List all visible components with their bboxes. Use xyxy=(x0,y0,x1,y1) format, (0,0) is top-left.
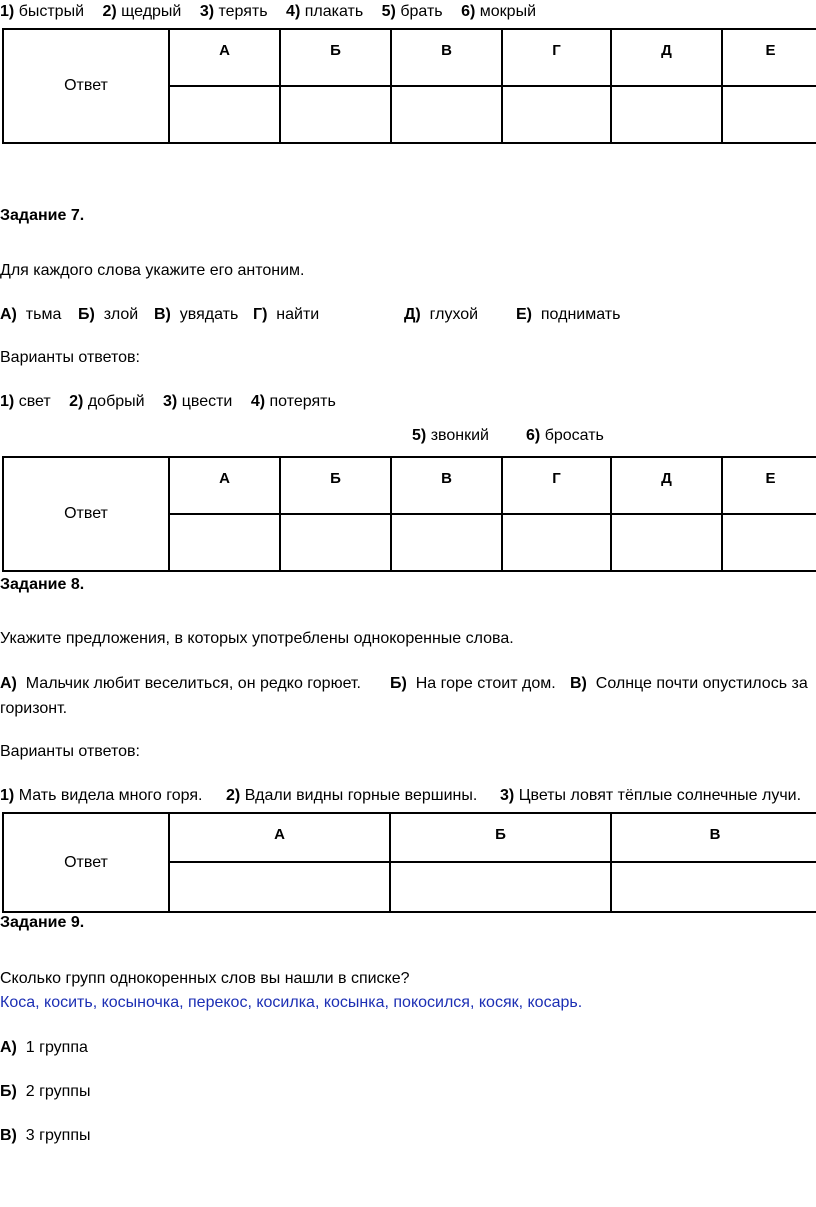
answer-cell[interactable] xyxy=(169,86,280,143)
word-text: тьма xyxy=(25,306,62,323)
task8-title: Задание 8. xyxy=(0,576,85,593)
word-text: увядать xyxy=(179,306,239,323)
task7-word-5 xyxy=(404,305,478,325)
option-number: 2) xyxy=(102,3,117,20)
answer-cell[interactable] xyxy=(502,86,611,143)
answer-number: 2) xyxy=(226,787,241,804)
option-text: брать xyxy=(400,3,443,20)
option-text: мокрый xyxy=(479,3,536,20)
task7-word-1 xyxy=(0,305,61,325)
answer-table-task7 xyxy=(2,456,816,572)
task7-word-6 xyxy=(516,305,620,325)
column-header: Е xyxy=(722,457,816,514)
option-letter: Б) xyxy=(0,1083,17,1100)
option-number: 5) xyxy=(381,3,396,20)
option-text: 3 группы xyxy=(25,1127,91,1144)
answer-cell[interactable] xyxy=(722,86,816,143)
column-header: В xyxy=(391,29,502,86)
word-text: найти xyxy=(276,306,320,323)
column-header: Б xyxy=(390,813,611,862)
column-header: А xyxy=(169,29,280,86)
top-options-row xyxy=(0,2,550,22)
option-number: 3) xyxy=(199,3,215,20)
column-header: А xyxy=(169,457,280,514)
option-text: терять xyxy=(218,3,268,20)
task8-sentence-3-wrap: горизонт. xyxy=(0,700,68,717)
answer-text: Мать видела много горя. xyxy=(18,787,203,804)
answer-label: Ответ xyxy=(3,813,169,912)
task7-variants-label: Варианты ответов: xyxy=(0,349,140,366)
answer-text: свет xyxy=(18,393,51,410)
task7-answers-row xyxy=(0,392,350,412)
answer-cell[interactable] xyxy=(391,86,502,143)
task8-sentence-1 xyxy=(0,674,361,694)
column-header: Б xyxy=(280,29,391,86)
option-number: 6) xyxy=(461,3,476,20)
answer-cell[interactable] xyxy=(611,862,816,912)
task8-instruction: Укажите предложения, в которых употреблены однокоренные слова. xyxy=(0,630,514,647)
word-letter: Д) xyxy=(404,306,421,323)
answer-text: звонкий xyxy=(430,427,489,444)
answer-number: 6) xyxy=(526,427,541,444)
task9-option-2 xyxy=(0,1082,90,1102)
task9-title: Задание 9. xyxy=(0,914,85,931)
task7-answer-5 xyxy=(412,426,489,446)
task8-answer-2 xyxy=(226,786,477,806)
option-text: быстрый xyxy=(18,3,85,20)
column-header: Е xyxy=(722,29,816,86)
word-letter: В) xyxy=(154,306,171,323)
answer-cell[interactable] xyxy=(611,514,722,571)
answer-cell[interactable] xyxy=(169,862,390,912)
word-text: злой xyxy=(103,306,139,323)
option-letter: В) xyxy=(0,1127,17,1144)
sentence-text: На горе стоит дом. xyxy=(415,675,556,692)
column-header: В xyxy=(611,813,816,862)
column-header: А xyxy=(169,813,390,862)
column-header: В xyxy=(391,457,502,514)
option-text: 2 группы xyxy=(25,1083,91,1100)
answer-number: 3) xyxy=(163,393,178,410)
word-letter: А) xyxy=(0,306,17,323)
word-text: поднимать xyxy=(540,306,621,323)
answer-cell[interactable] xyxy=(722,514,816,571)
column-header: Г xyxy=(502,29,611,86)
task8-sentence-3 xyxy=(570,674,808,694)
column-header: Д xyxy=(611,29,722,86)
sentence-text: Солнце почти опустилось за xyxy=(595,675,808,692)
answer-text: Вдали видны горные вершины. xyxy=(244,787,478,804)
task9-option-1 xyxy=(0,1038,88,1058)
task8-variants-label: Варианты ответов: xyxy=(0,743,140,760)
answer-number: 5) xyxy=(412,427,427,444)
answer-cell[interactable] xyxy=(391,514,502,571)
word-letter: Г) xyxy=(253,306,268,323)
answer-text: Цветы ловят тёплые солнечные лучи. xyxy=(518,787,802,804)
answer-number: 3) xyxy=(500,787,515,804)
sentence-letter: Б) xyxy=(390,675,407,692)
answer-cell[interactable] xyxy=(502,514,611,571)
word-letter: Е) xyxy=(516,306,532,323)
answer-number: 2) xyxy=(69,393,84,410)
task7-title: Задание 7. xyxy=(0,207,85,224)
word-letter: Б) xyxy=(78,306,95,323)
column-header: Д xyxy=(611,457,722,514)
answer-text: добрый xyxy=(87,393,145,410)
answer-cell[interactable] xyxy=(280,86,391,143)
option-letter: А) xyxy=(0,1039,17,1056)
answer-table-top xyxy=(2,28,816,144)
option-text: плакать xyxy=(304,3,364,20)
task7-word-4 xyxy=(253,305,319,325)
answer-number: 1) xyxy=(0,787,15,804)
task7-answer-6 xyxy=(526,426,604,446)
answer-text: бросать xyxy=(544,427,604,444)
task9-question: Сколько групп однокоренных слов вы нашли в списке? xyxy=(0,970,410,987)
answer-label: Ответ xyxy=(3,29,169,143)
task8-sentence-2 xyxy=(390,674,556,694)
sentence-text: Мальчик любит веселиться, он редко горюет. xyxy=(25,675,361,692)
task9-word-list: Коса, косить, косыночка, перекос, косилка, косынка, покосился, косяк, косарь. xyxy=(0,994,583,1011)
answer-text: потерять xyxy=(269,393,336,410)
task8-answer-3 xyxy=(500,786,801,806)
option-text: 1 группа xyxy=(25,1039,88,1056)
column-header: Г xyxy=(502,457,611,514)
sentence-letter: В) xyxy=(570,675,587,692)
task7-word-2 xyxy=(78,305,138,325)
task7-word-3 xyxy=(154,305,238,325)
answer-cell[interactable] xyxy=(280,514,391,571)
answer-number: 1) xyxy=(0,393,15,410)
answer-number: 4) xyxy=(250,393,266,410)
word-text: глухой xyxy=(429,306,479,323)
sentence-letter: А) xyxy=(0,675,17,692)
task8-answer-1 xyxy=(0,786,202,806)
answer-text: цвести xyxy=(181,393,233,410)
column-header: Б xyxy=(280,457,391,514)
answer-cell[interactable] xyxy=(390,862,611,912)
answer-cell[interactable] xyxy=(611,86,722,143)
task7-instruction: Для каждого слова укажите его антоним. xyxy=(0,262,305,279)
answer-label: Ответ xyxy=(3,457,169,571)
answer-cell[interactable] xyxy=(169,514,280,571)
answer-table-task8 xyxy=(2,812,816,913)
option-text: щедрый xyxy=(121,3,182,20)
option-number: 1) xyxy=(0,3,15,20)
option-number: 4) xyxy=(286,3,301,20)
task9-option-3 xyxy=(0,1126,91,1146)
